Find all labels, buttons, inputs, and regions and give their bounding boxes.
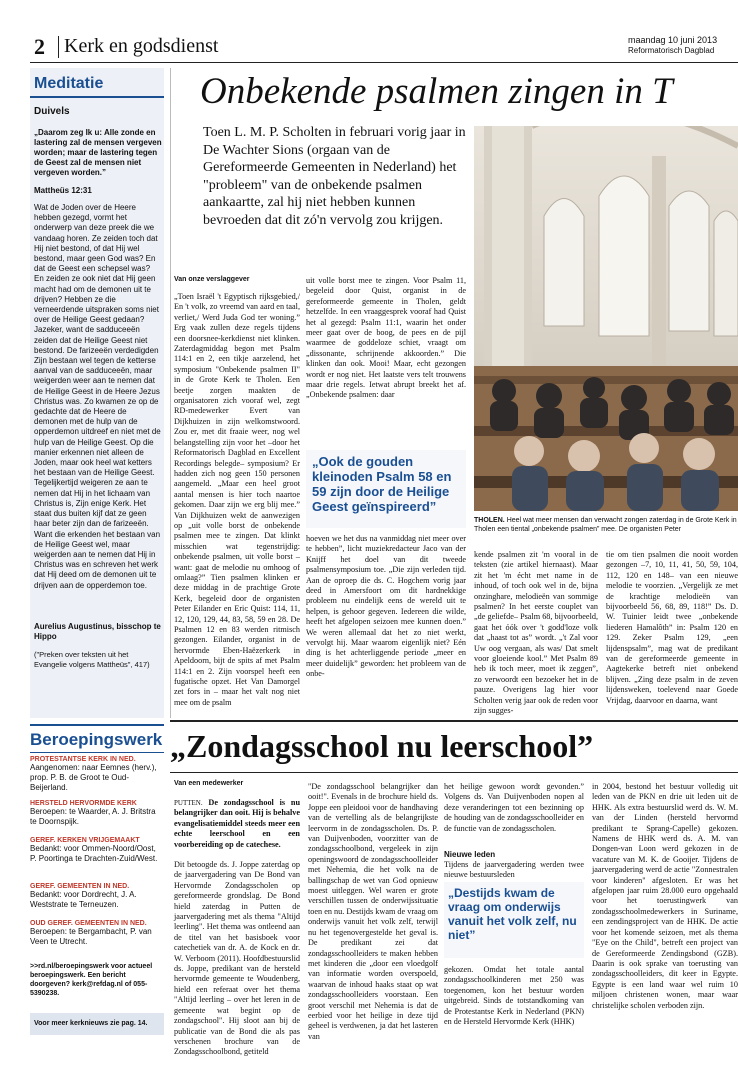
caption-place: THOLEN. [474,517,505,524]
church-congregation-photo [474,126,738,511]
more-news-box: Voor meer kerknieuws zie pag. 14. [30,1013,164,1035]
article2-col2: "De zondagsschool belangrijker dan ooit!". Evenals in de brochure hield ds. Joppe een pleidooi voor de handhaving van de vertelling als de belangrijkste leervorm in de zondagsscholen. Ds. P. van Duijvenboden, voorzitter van de zondagsschoolbond, vergeleek in zijn openingswoord de zondagsschoolleider met Nehemia, die het volk na de ballingschap de wet van God opnieuw moest uitleggen. Wel waren er grote verschillen tussen de onderwijssituatie toen en nu. Destijds kwam de vraag om onderwijs vanuit het volk zelf, terwijl nu het tegenovergestelde het geval is. De predikant zei dat zondagsschoolleiders te maken hebben met kinderen die „door een vloedgolf van informatie worden overspoeld, waarvan de inhoud haaks staat op wat zondagsschoolleiders voorstaan. Een groot verschil met Nehemia is dat de eerbied voor het heilige in deze tijd geheel is verdwenen, ja dat het lasteren van [308,782,438,1041]
article2-col4: in 2004, bestond het bestuur volledig uit leden van de PKN en drie uit leden uit de HHK. Als extra bestuurslid werd ds. W. M. van der Linden (hersteld hervormd predikant te Sprang-Capelle) gekozen. Namens de HHK werd ds. A. M. van Dongen-van Loon werd gekozen in de vacature van M. K. de Gooijer. Tijdens de jaarvergadering werd de actie "Zonnestralen voor kinderen" afgesloten. Er was het afgelopen jaar ruim 28.000 euro opgehaald voor het toerustingwerk van zondagsschoolmedewerkers in Suriname, een zendingsproject van de HHK. De actie voor het komende seizoen, met als thema "Eye on the Child", betreft een project van de Gereformeerde Zendingsbond (GZB). Daarin is ook sprake van toerusting van zondagsschoolleiders, dit keer in Egypte. Egypte is een land waar wel ruim 10 miljoen christenen wonen, maar waar christelijke scholen verboden zijn. [592,782,738,1010]
intro-text: De zondagsschool is nu belangrijker dan ooit. Hij is behalve evangelisatiemiddel steeds meer een echte leerschool en een voorbereiding op de catechese. [174,798,300,849]
church-name: PROTESTANTSE KERK IN NED. [30,756,136,763]
article1-headline: Onbekende psalmen zingen in T [200,71,673,112]
meditatie-body: Wat de Joden over de Heere hebben gezegd, vormt het onderwerp van deze preek die we vandaag horen. Ze zeiden toch dat Hij niet bestond, of dat Hij wel bestond, maar geen God was? En dat de Geest een schepsel was? En zeiden ze ook niet dat Hij geen macht had om de demonen uit te drijven? Hebben ze die verneerdende uitspraken soms niet over de Heilige Geest gedaan? Jazeker, want de sadduceeën zeiden dat de Heilige Geest niet bestond. De farizeeën verdedigden Zijn bestaan wel tegen de ketterse aanval van de sadduceeën, maar weigerden weer aan te nemen dat de Heilige Geest in de Heere Jezus Christus was. Zo kwamen ze op de gedachte dat de Heere de demonen met de hulp van de opperdemon uitdreef en niet met de hulp van de Heilige Geest. Op die manier erkennen niet alleen de Joden, maar ook heel wat ketters het bestaan van de Heilige Geest. Tegelijkertijd weigeren ze aan te nemen dat Hij in het lichaam van Christus is, Zijn enige Kerk. Het staat dus buiten kijf dat ze geen haar beter zijn dan de farizeeën. Want die erkenden het bestaan van de Heilige Geest wel, maar weigerden aan te nemen dat Hij in Christus was en schreven het werk dat Hij deed om de demonen uit te drijven aan de opperdemon toe. [34,203,161,590]
article2-rule [170,720,738,722]
issue-date: maandag 10 juni 2013 [628,35,718,45]
beroepingswerk-footer[interactable]: >>rd.nl/beroepingswerk voor actueel beroepingswerk. Een bericht doorgeven? kerk@refdag.nl of 055-5390238. [30,963,153,997]
meditatie-author: Aurelius Augustinus, bisschop te Hippo [34,622,161,641]
entry-text: Beroepen: te Bergambacht, P. van Veen te Utrecht. [30,927,152,946]
entry-text: Bedankt: voor Dordrecht, J. A. Weststrate te Terneuzen. [30,890,137,909]
article2-headline: „Zondagsschool nu leerschool” [170,728,594,764]
article1-byline: Van onze verslaggever [174,276,250,283]
church-name: GEREF. GEMEENTEN IN NED. [30,883,130,890]
column-divider [170,68,171,718]
header-divider [58,36,59,58]
photo-caption [474,516,738,534]
article1-pullquote: „Ook de gouden kleinoden Psalm 58 en 59 zijn door de Heilige Geest geïnspireerd” [312,454,452,514]
paper-name: Reformatorisch Dagblad [628,46,715,55]
article1-col2b: hoeven we het dus na vanmiddag niet meer over te hebben”, licht muziekredacteur Jaco van der Knijff het doel van dit tweede psalmensymposium toe. „Die zijn verleden tijd. Aan de oproep die ds. C. Hogchem vorig jaar deed in Amersfoort om dit hardnekkige probleem nu eindelijk eens de wereld uit te helpen, is gehoor gegeven. Iedereen die wilde, heeft het afgelopen seizoen mee kunnen doen.” We weren allemaal dat het zo niet werkt, vervolgt hij. Maar waarom eigenlijk niet? Eén ding is het achterliggende periode „meer en meer duidelijk” geworden: het probleem van de onbe- [306,534,466,679]
beroepingswerk-rule-2 [30,752,164,753]
meditatie-source-note: ("Preken over teksten uit het Evangelie volgens Mattheüs", 417) [34,650,150,669]
article2-pullquote-box [444,882,584,958]
beroepingswerk-entry [30,920,162,947]
beroepingswerk-entry [30,800,162,827]
intro-place: PUTTEN. [174,799,203,807]
meditatie-title: Meditatie [34,75,104,92]
caption-text: Heel wat meer mensen dan verwacht zongen zaterdag in de Grote Kerk in Tholen een tiental „onbekende psalmen” mee. De organisten Peter [474,517,737,533]
church-name: OUD GEREF. GEMEENTEN IN NED. [30,920,147,927]
article1-col1: „Toen Israël 't Egyptisch rijksgebied,/ En 't volk, zo vreemd van aard en taal, verliet,/ Werd Juda God ter woning.” Erg vaak zullen deze regels tijdens een doorsnee-kerkdienst niet klinken. Zaterdagmiddag begon met Psalm 114:1 en 2, een tikje aarzelend, het symposium "Onbekende psalmen II" in de Grote Kerk te Tholen. Een beetje zorgen maakten de organisatoren zich vooraf wel, zegt RD-medewerker Evert van Dijkhuizen in zijn welkomstwoord. Zou er, met dit fraaie weer, nog wel belangstelling zijn voor het –door het Reformatorisch Dagblad en Excellent Recordings belegde– symposium? Er hadden zich nog geen 150 personen aangemeld. „Maar een heel groot aantal mensen is hier toch naartoe gekomen. Daar zijn we erg blij mee.” Van Dijkhuizen wekt de aanwezigen op „uit volle borst de onbekende psalmen mee te zingen. Dat klinkt misschien wat tegenstrijdig: onbekende psalmen, uit volle borst – want: gaat de melodie nu omhoog of omlaag?” Tien psalmen klinken er deze middag in de prachtige Grote Kerk, begeleid door de organisten Peter Eilander en Eric Quist: 114, 11, 12, 120, 129, 44, 83, 58, 59 en 28. De Psalmen 12 en 83 werden ritmisch gezongen. Eilander, organist in de hervormde Eben-Haëzerkerk in Apeldoorn, bijt de spits af met Psalm 114:1 en 2. Zijn voorspel heeft een fugatische opzet. Het Van Damorgel zet fors in – maar het valt nog niet mee om de psalm [174,292,300,707]
page-number: 2 [34,34,45,59]
article2-rule-2 [170,772,738,773]
church-interior-illustration [474,126,738,511]
article2-col3a: het heilige gewoon wordt gevonden.” Volgens ds. Van Duijvenboden nopen al deze veranderingen tot een bezinning op de houding van de zondagsschoolleider en de functie van de zondagsscholen. [444,782,584,833]
article2-intro [174,798,300,850]
section-title: Kerk en godsdienst [64,35,219,57]
article1-col3: kende psalmen zit 'm vooral in de teksten (zie artikel hiernaast). Maar zit het 'm écht met name in de inhoud, of toch ook wel in de, bijna onzinghare, melodieën van sommige psalmen? In het eerste couplet van „de geliefde– Psalm 68, bijvoorbeeld, gaat het óók over 't godd'loze volk dat „haast tot as” wordt. „'t Zal voor Uw oog vergaan, als was/ Dat smelt voor gloeiende kool.” Met Psalm 89 heb ik toch meer, moet ik zeggen”, zo verwoordt een bezoeker het in de pauze. Overigens lag hier voor Scholten verig jaar ook de reden voor zijn sugges- [474,550,598,716]
beroepingswerk-entry [30,883,162,910]
header-rule [30,62,738,63]
article1-lead: Toen L. M. P. Scholten in februari vorig jaar in De Wachter Sions (orgaan van de Gereformeerde Gemeenten in Nederland) het "probleem" van de onbekende psalmen aankaartte, zal hij niet hebben kunnen bevroeden dat dit zó'n vervolg zou krijgen. [203,125,466,228]
article2-pullquote: „Destijds kwam de vraag om onderwijs vanuit het volk zelf, nu niet” [448,886,577,942]
article1-col2a: uit volle borst mee te zingen. Voor Psalm 11, begeleid door Quist, organist in de gereformeerde gemeente in Tholen, geldt hetzelfde. In een vraaggesprek vooraf had Quist het al gezegd: Psalm 11:1, waarin het onder meer gaat over de boog, de pees en de pijl waarmee de goddeloze schiet, vraagt om „dissonante, schrijnende akkoorden.” Die klinken dan ook. Mooi! Maar, echt gezongen wordt er nog niet. Het laatste vers telt trouwens maar drie regels. Ietwat abrupt breekt het af. „Onbekende psalmen: daar [306,276,466,400]
meditatie-quote: „Daarom zeg Ik u: Alle zonde en lastering zal de mensen vergeven worden; maar de lastering tegen de Geest zal de mensen niet vergeven worden.” [34,128,162,177]
entry-text: Aangenomen: naar Eemnes (herv.), prop. P. B. de Groot te Oud-Beijerland. [30,763,157,792]
church-name: GEREF. KERKEN VRIJGEMAAKT [30,837,140,844]
article2-col3b: Tijdens de jaarvergadering werden twee nieuwe bestuursleden [444,860,584,880]
entry-text: Beroepen: te Waarder, A. J. Britstra te Doornspijk. [30,807,156,826]
article2-byline: Van een medewerker [174,780,244,787]
article2-col3c: gekozen. Omdat het totale aantal zondagsschoolkinderen met 250 was toegenomen, kon het bestuur worden uitgebreid. Sinds de totstandkoming van de Protestantse Kerk in Nederland (PKN) en de Hersteld Hervormde Kerk (HHK) [444,965,584,1027]
beroepingswerk-entry [30,756,162,793]
beroepingswerk-rule [30,724,164,726]
article1-col4: tie om tien psalmen die nooit worden gezongen –7, 10, 11, 41, 50, 59, 104, 112, 120 en 148– van een nieuwe melodie te voorzien. „Vergelijk ze met de krachtige melodieën van bijvoorbeeld 56, 68, 89, 118!” Ds. D. W. Tuinier leidt twee „onbekende liederen Hamalôth” in: Psalm 120 en 129. Zeker Psalm 129, „een lijdenspsalm”, mag wat de predikant van de gereformeerde gemeente in Aagtekerke betreft niet onbekend blijven. „Zing deze psalm in de zeven lijdensweken, toelevend naar Goede Vrijdag, daarvoor en daarna, want [606,550,738,705]
beroepingswerk-entry [30,837,162,864]
meditatie-rule [30,96,164,98]
beroepingswerk-title: Beroepingswerk [30,730,163,749]
article1-pullquote-box [306,450,466,528]
article2-col1: Dit betoogde ds. J. Joppe zaterdag op de jaarvergadering van De Bond van Hervormde Zondagsscholen op gereformeerde grondslag. De Bond hield zaterdag in Putten de jaarvergadering met als thema "Altijd leerling". Het thema was ontleend aan de titel van het basisboek voor catechetiek van dr. A. de Kock en dr. W. Verboom (2011). Hoofdbestuurslid ds. Joppe, predikant van de hersteld hervormde gemeente te Woudenberg, hield een referaat over het thema "Altijd leerling – over het leren in de gemeente wat begint op de zondagschool". Hij sloot aan bij de publicatie van de Bond die als pas verschenen brochure van de Zondagsschoolbond, getiteld [174,860,300,1057]
article2-subhead: Nieuwe leden [444,850,496,859]
meditatie-reference: Mattheüs 12:31 [34,186,92,195]
entry-text: Bedankt: voor Ommen-Noord/Oost, P. Poortinga te Drachten-Zuid/West. [30,844,158,863]
church-name: HERSTELD HERVORMDE KERK [30,800,137,807]
meditatie-subtitle: Duivels [34,106,70,117]
